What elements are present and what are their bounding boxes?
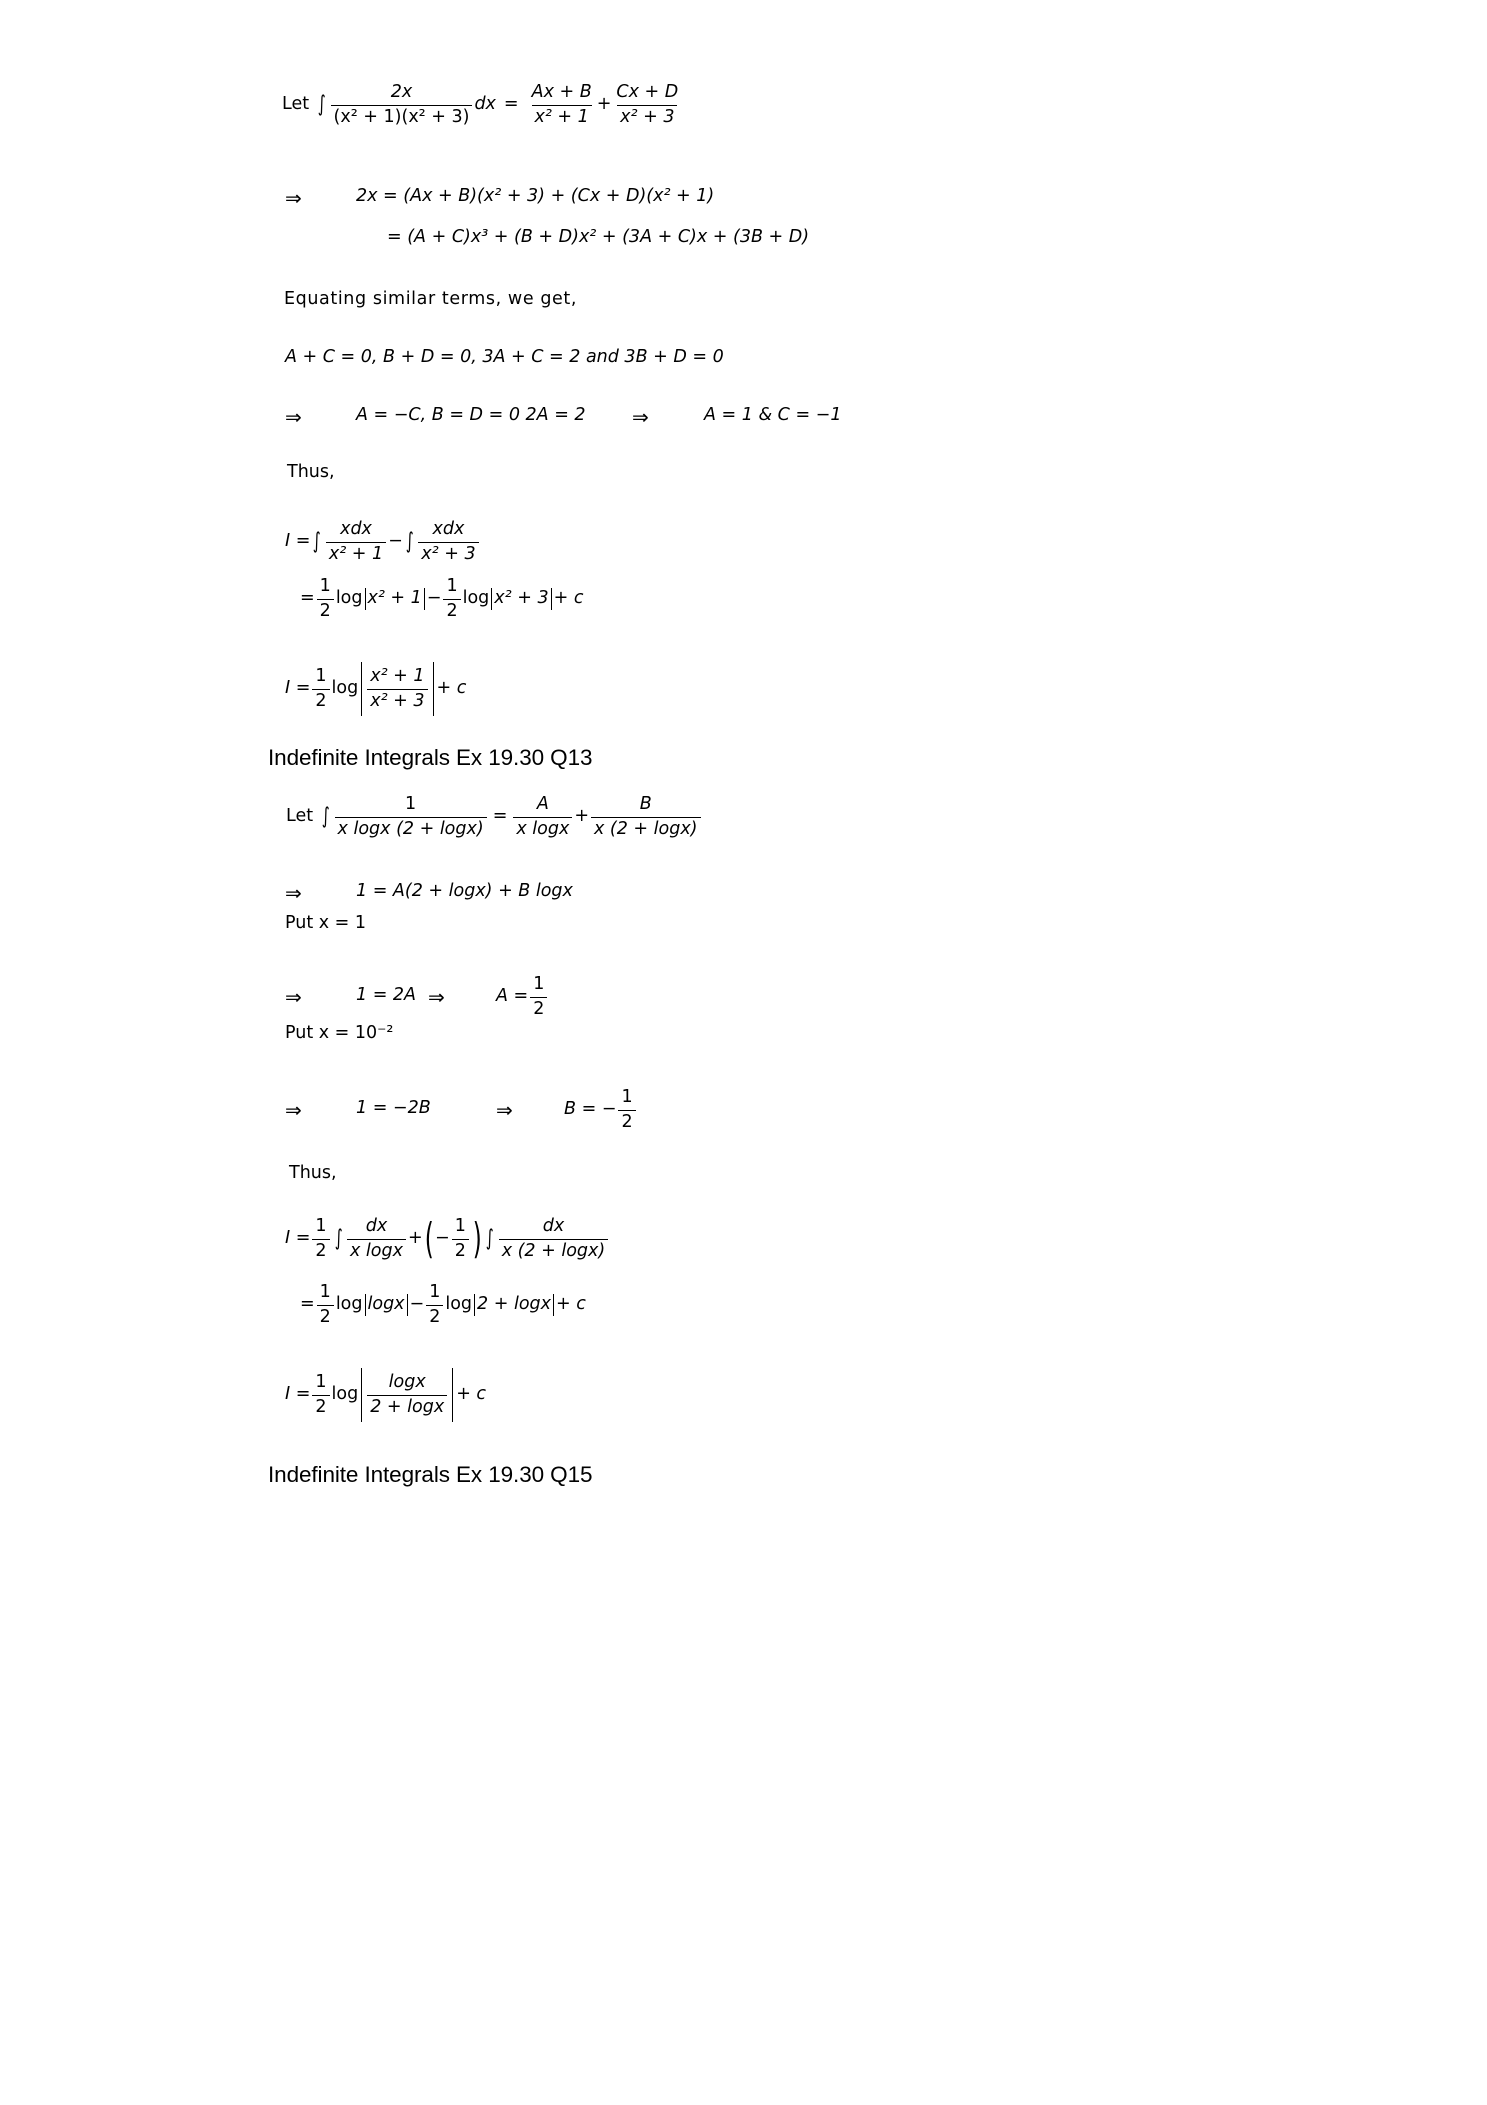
implies-arrow: ⇒ [285,1098,302,1122]
lhs-fraction: $\frac{2x}{\text{(x² + 1)(x² + 3)}}$ [331,84,473,126]
q13-integral-line: I = $\frac{1}{2}$ ∫ $\frac{dx}{\text{x logx}}$ + ( − $\frac{1}{2}$ ) ∫ $\frac{dx}{x (2 + \log x)}$ [285,1218,610,1260]
q12-log-line: = $\frac{1}{2}$ log x² + 1 − $\frac{1}{2}$ log x² + 3 + c [300,576,584,621]
implies-arrow: ⇒ [285,405,302,429]
implies-arrow: ⇒ [496,1098,513,1122]
section-heading-q13: Indefinite Integrals Ex 19.30 Q13 [268,745,593,770]
conditions-text: A + C = 0, B + D = 0, 3A + C = 2 and 3B + D = 0 [285,347,724,367]
thus-text: Thus, [287,462,335,482]
thus-text: Thus, [289,1163,337,1183]
q13-final-line: I = $\frac{1}{2}$ log $\frac{\log x}{2 + \log x}$ + c [285,1368,486,1422]
fraction-2: $\frac{Cx + D}{\text{x² + 3}}$ [616,82,679,127]
result-b: A = 1 & C = −1 [704,405,842,425]
q13-put2: Put x = 10⁻² [285,1023,394,1043]
implies-arrow: ⇒ [632,405,649,429]
q12-final-line: I = $\frac{1}{2}$ log $\frac{\text{x² + 1}}{\text{x² + 3}}$ + c [285,662,466,716]
let-word: Let [282,94,310,115]
q13-let-equation: Let ∫ $\frac{1}{\text{x logx (2 + logx)}}$ = $\frac{A}{\text{x logx}}$ + $\frac{B}{x (2 + \log x)}$ [286,796,703,838]
section-heading-q15: Indefinite Integrals Ex 19.30 Q15 [268,1462,593,1487]
implies-arrow: ⇒ [285,881,302,905]
q13-step3b: B = − $\frac{1}{2}$ [564,1089,638,1131]
q13-step2b: A = $\frac{1}{2}$ [496,976,549,1018]
implies-arrow: ⇒ [285,985,302,1009]
equating-text: Equating similar terms, we get, [284,289,578,309]
result-a: A = −C, B = D = 0 2A = 2 [356,405,586,425]
q13-step3a: 1 = −2B [356,1098,431,1118]
q12-step1: 2x = (Ax + B)(x² + 3) + (Cx + D)(x² + 1) [356,186,715,206]
q13-step2a: 1 = 2A [356,985,417,1005]
fraction-1: $\frac{Ax + B}{\text{x² + 1}}$ [531,82,592,127]
integral-sign: ∫ [317,92,326,117]
q13-step1: 1 = A(2 + logx) + B logx [356,881,573,901]
implies-arrow: ⇒ [428,985,445,1009]
q13-log-line: = $\frac{1}{2}$ log logx − $\frac{1}{2}$ log 2 + logx + c [300,1282,586,1327]
implies-arrow: ⇒ [285,186,302,210]
q12-step2: = (A + C)x³ + (B + D)x² + (3A + C)x + (3B + D) [387,227,810,247]
q13-put1: Put x = 1 [285,913,367,933]
q12-integral-line: I = ∫ $\frac{\text{xdx}}{\text{x² + 1}}$ − ∫ $\frac{\text{xdx}}{\text{x² + 3}}$ [285,521,481,563]
q12-let-equation: Let ∫ $\frac{2x}{\text{(x² + 1)(x² + 3)}}$ dx = $\frac{Ax + B}{\text{x² + 1}}$ + $\frac{Cx + D}{\text{x² + 3}}$ [282,84,683,126]
